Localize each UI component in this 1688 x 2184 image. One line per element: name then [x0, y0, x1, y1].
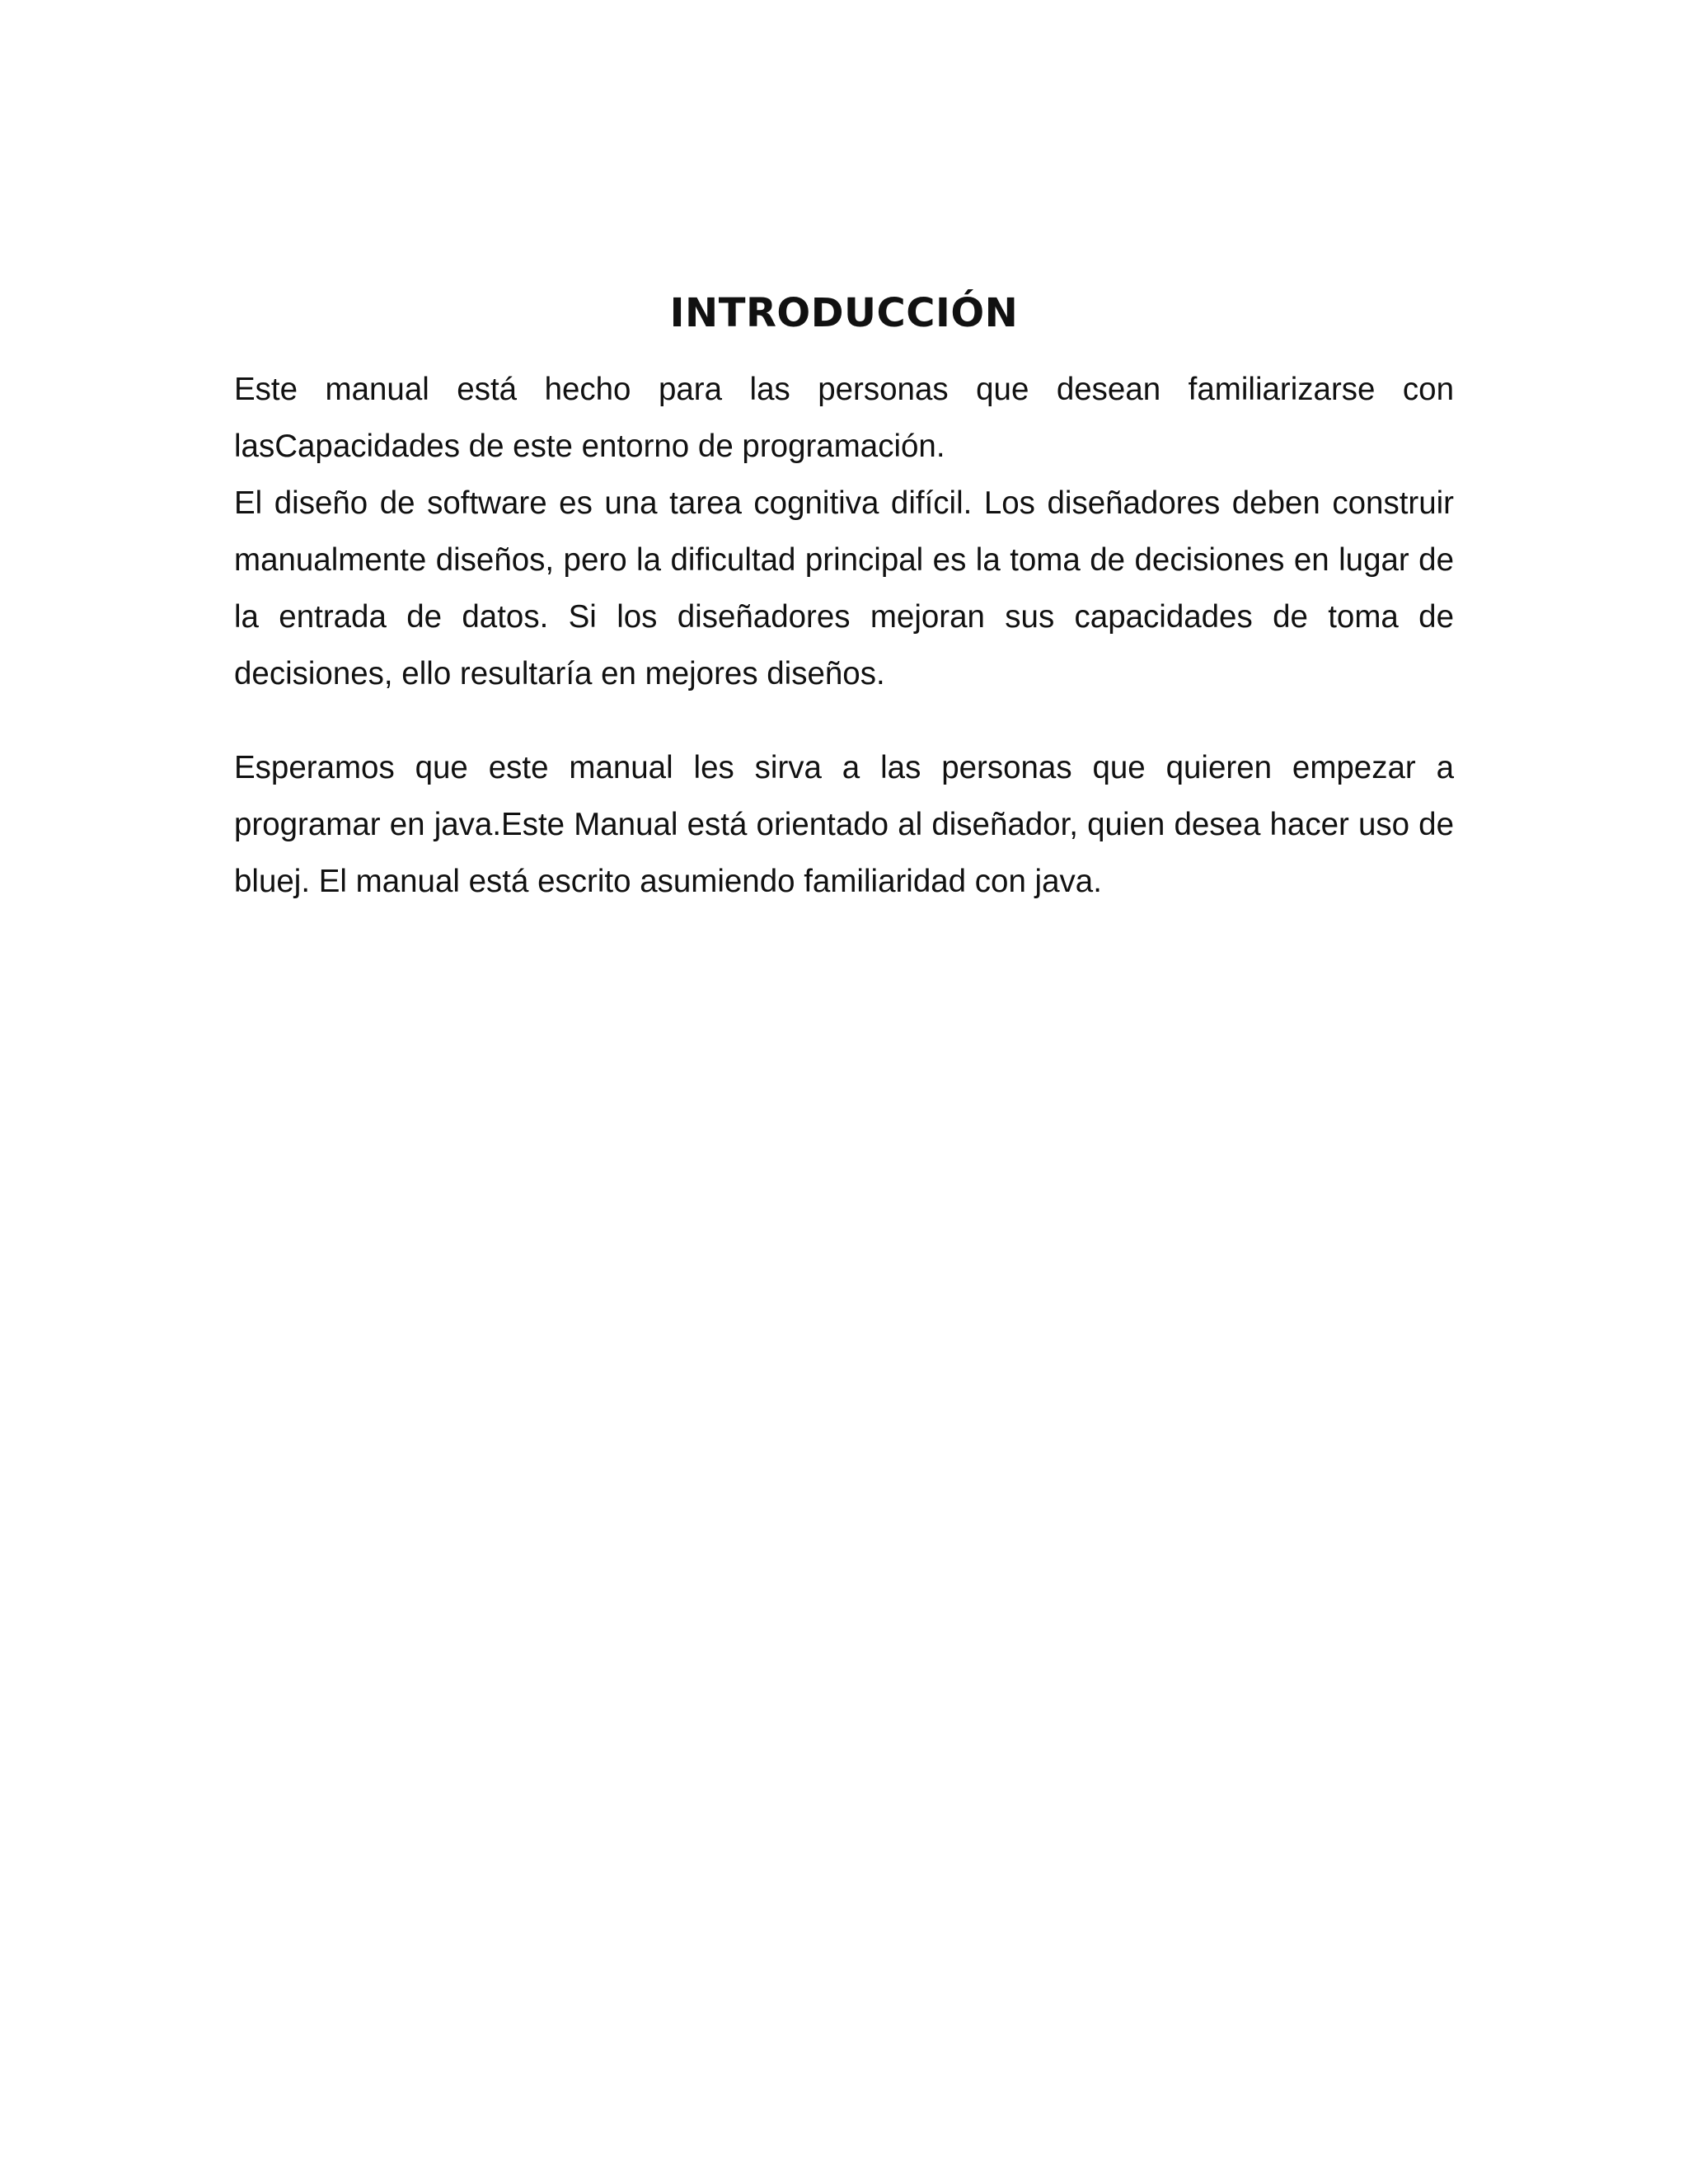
- document-content: [234, 280, 1454, 910]
- paragraph-purpose: Esperamos que este manual les sirva a las personas que quieren empezar a programar en java.Este Manual está orientado al diseñador, quien desea hacer uso de bluej. El manual está escrito asumiendo familiaridad con java.: [234, 750, 1454, 899]
- paragraph-design: El diseño de software es una tarea cognitiva difícil. Los diseñadores deben construir manualmente diseños, pero la dificultad principal es la toma de decisiones en lugar de la entrada de datos. Si los diseñadores mejoran sus capacidades de toma de decisiones, ello resultaría en mejores diseños.: [234, 485, 1454, 691]
- paragraph-intro: Este manual está hecho para las personas que desean familiarizarse con lasCapacidades de este entorno de programación.: [234, 372, 1454, 464]
- page-title: INTRODUCCIÓN: [669, 290, 1019, 336]
